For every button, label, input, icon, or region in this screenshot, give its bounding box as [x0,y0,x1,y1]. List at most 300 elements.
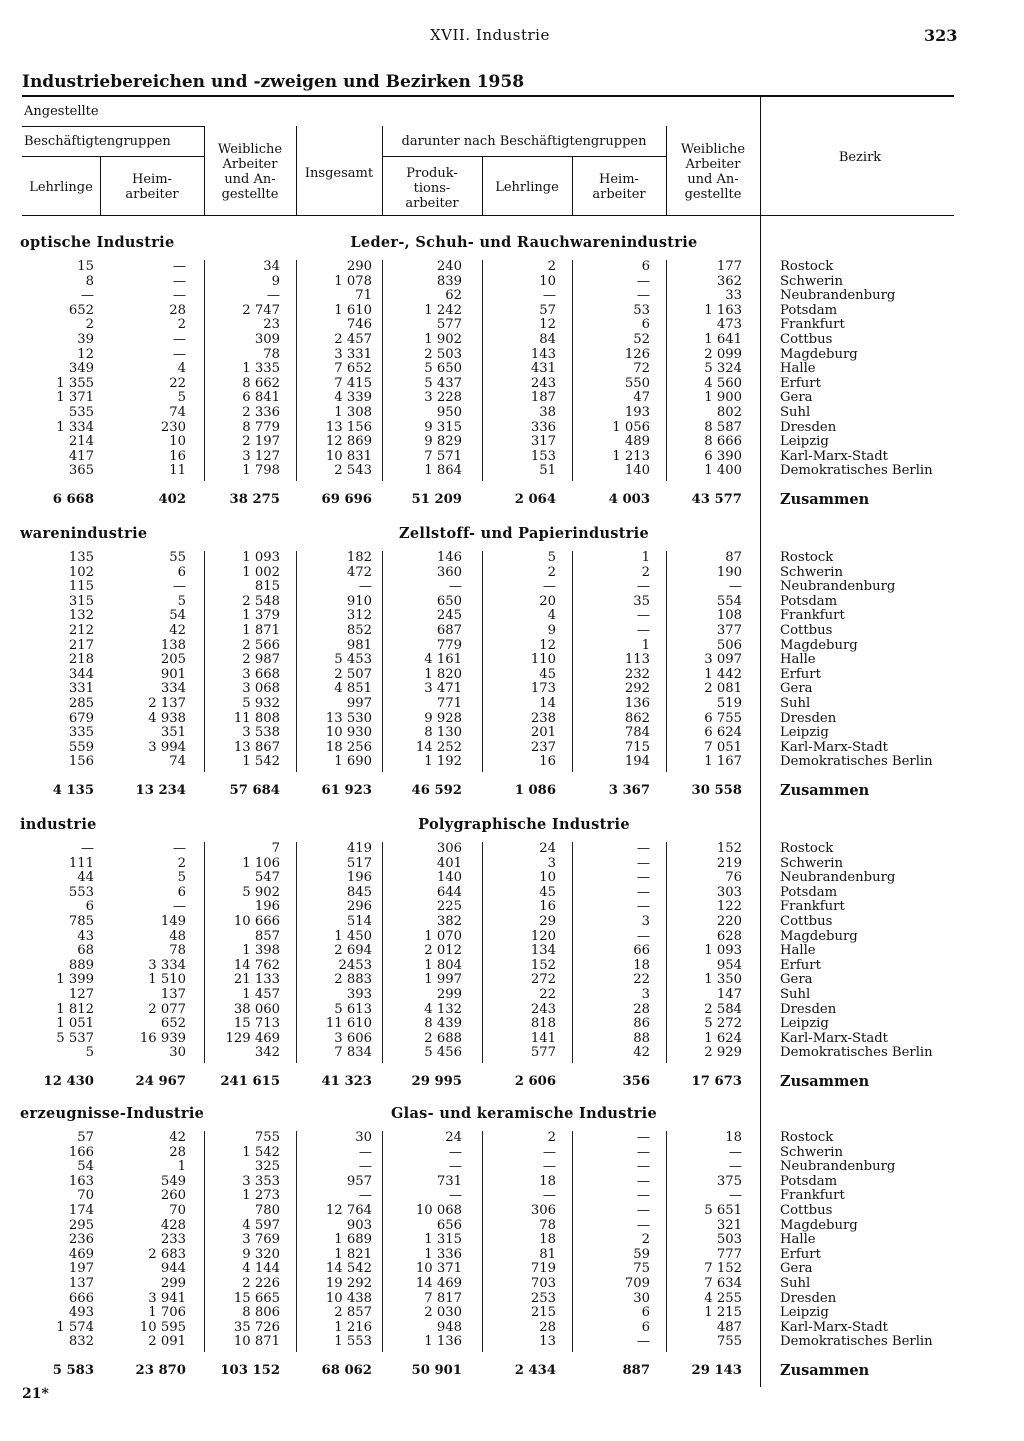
table-row [0,1046,1024,1061]
table-cell: 1 355 [56,375,94,391]
bezirk-name: Dresden [780,710,837,726]
table-cell: — [172,841,186,856]
table-row [0,289,1024,304]
bezirk-name: Karl-Marx-Stadt [780,739,888,755]
table-cell: 4 597 [242,1217,280,1233]
table-cell: 11 610 [325,1016,372,1032]
bezirk-name: Leipzig [780,1016,829,1032]
table-cell: 845 [346,884,372,900]
total-label: Zusammen [780,1362,870,1379]
total-cell: 51 209 [411,492,462,507]
table-cell: 428 [160,1217,186,1233]
table-row [0,333,1024,348]
table-cell: 5 650 [424,361,462,377]
table-cell: 944 [160,1261,186,1277]
bezirk-name: Frankfurt [780,317,845,333]
total-cell: 43 577 [691,492,742,507]
table-cell: 30 [633,1290,650,1306]
table-cell: 1 070 [424,928,462,944]
table-cell: 272 [530,972,556,988]
total-cell: 50 901 [411,1363,462,1378]
table-cell: 38 [539,405,556,420]
table-cell: 88 [633,1030,650,1046]
table-cell: 535 [68,405,94,420]
bezirk-name: Erfurt [780,666,821,682]
table-cell: 4 255 [704,1290,742,1306]
table-cell: 577 [436,317,462,333]
table-cell: 780 [254,1203,280,1218]
table-cell: 14 542 [325,1261,372,1277]
table-cell: 18 [539,1232,556,1248]
table-cell: 6 755 [704,710,742,726]
table-cell: 10 831 [325,448,372,464]
table-cell: 903 [346,1217,372,1233]
table-row [0,930,1024,945]
table-cell: 8 130 [424,725,462,741]
table-cell: 5 932 [242,696,280,711]
table-cell: 6 [641,317,650,333]
table-row [0,318,1024,333]
table-cell: 5 [547,550,556,565]
table-cell: 243 [530,1001,556,1017]
table-cell: 2 [641,1232,650,1248]
table-cell: — [172,288,186,304]
table-cell: 115 [68,579,94,595]
table-row [0,391,1024,406]
table-cell: 6 [641,1305,650,1321]
table-cell: 62 [445,288,462,304]
table-row [0,900,1024,915]
table-cell: 86 [633,1016,650,1032]
table-row [0,551,1024,566]
table-cell: 419 [346,841,372,856]
table-cell: 628 [716,928,742,944]
table-cell: 487 [716,1319,742,1335]
total-cell: 23 870 [135,1363,186,1378]
table-cell: 2 [85,317,94,333]
table-cell: 1 002 [242,564,280,580]
table-cell: 1 798 [242,463,280,479]
table-cell: 715 [624,739,650,755]
table-cell: 72 [633,361,650,377]
table-cell: 2 [547,259,556,274]
table-row [0,668,1024,683]
total-row [0,1364,1024,1379]
table-cell: 2 099 [704,346,742,362]
table-cell: 2 137 [148,696,186,711]
table-cell: — [172,259,186,274]
total-row [0,493,1024,508]
table-cell: 4 [177,361,186,377]
table-cell: 1 510 [148,972,186,988]
table-cell: — [358,1188,372,1204]
total-label: Zusammen [780,1073,870,1090]
section-right-title: Glas- und keramische Industrie [391,1105,657,1122]
table-cell: 18 [539,1173,556,1189]
table-cell: — [636,855,650,871]
section-left-title: optische Industrie [20,234,175,251]
table-row [0,1146,1024,1161]
table-cell: — [636,841,650,856]
table-cell: 336 [530,419,556,435]
table-cell: 2 [177,317,186,333]
table-cell: 857 [254,928,280,944]
table-cell: 66 [633,943,650,959]
bezirk-name: Rostock [780,841,834,856]
table-cell: 21 133 [233,972,280,988]
table-row [0,421,1024,436]
table-cell: 140 [436,870,462,886]
table-cell: — [80,288,94,304]
table-cell: 138 [160,637,186,653]
table-cell: — [636,623,650,638]
header-top-rule [22,95,954,97]
table-cell: 149 [160,914,186,929]
table-cell: 42 [169,1130,186,1145]
table-row [0,624,1024,639]
table-row [0,464,1024,479]
table-cell: 8 587 [704,419,742,435]
bezirk-name: Erfurt [780,1246,821,1262]
table-cell: 10 068 [415,1203,462,1218]
table-row [0,1189,1024,1204]
table-row [0,1131,1024,1146]
table-cell: 12 869 [325,434,372,450]
table-cell: 4 938 [148,710,186,726]
table-cell: 3 994 [148,739,186,755]
total-row [0,1075,1024,1090]
table-cell: 10 930 [325,725,372,741]
table-cell: 230 [160,419,186,435]
table-cell: 102 [68,564,94,580]
table-cell: 18 [725,1130,742,1145]
bezirk-name: Karl-Marx-Stadt [780,448,888,464]
table-cell: 1 379 [242,608,280,624]
header-rule-groups-right [382,156,666,157]
table-cell: 10 [539,273,556,289]
bezirk-name: Karl-Marx-Stadt [780,1030,888,1046]
table-cell: 1 812 [56,1001,94,1017]
table-cell: 2 507 [334,666,372,682]
table-cell: 12 764 [325,1203,372,1218]
table-cell: 30 [355,1130,372,1145]
table-cell: 12 [539,317,556,333]
table-cell: 2 503 [424,346,462,362]
table-cell: 1 093 [704,943,742,959]
table-cell: 108 [716,608,742,624]
table-cell: 295 [68,1217,94,1233]
table-row [0,857,1024,872]
table-cell: 16 [169,448,186,464]
table-cell: 43 [77,928,94,944]
table-cell: 997 [346,696,372,711]
table-cell: 1 900 [704,390,742,406]
table-cell: — [448,579,462,595]
table-row [0,580,1024,595]
table-cell: 577 [530,1045,556,1061]
table-cell: 1 689 [334,1232,372,1248]
table-cell: — [728,1144,742,1160]
table-cell: 15 665 [233,1290,280,1306]
table-row [0,1017,1024,1032]
table-cell: 236 [68,1232,94,1248]
header-angestellte: Angestellte [24,104,99,119]
total-cell: 30 558 [691,783,742,798]
table-cell: 1 553 [334,1334,372,1350]
table-row [0,712,1024,727]
table-cell: 7 415 [334,375,372,391]
table-cell: 135 [68,550,94,565]
table-cell: 12 [539,637,556,653]
table-cell: 78 [169,943,186,959]
table-cell: 2 [547,564,556,580]
table-cell: 143 [530,346,556,362]
table-cell: 1 574 [56,1319,94,1335]
table-cell: 9 [271,273,280,289]
total-cell: 4 135 [52,783,94,798]
table-cell: 68 [77,943,94,959]
table-cell: 3 228 [424,390,462,406]
table-cell: 11 808 [233,710,280,726]
table-cell: 18 [633,957,650,973]
total-cell: 2 064 [514,492,556,507]
bezirk-name: Rostock [780,259,834,274]
table-cell: 2 694 [334,943,372,959]
table-cell: 245 [436,608,462,624]
table-cell: 16 939 [139,1030,186,1046]
table-row [0,697,1024,712]
table-cell: — [636,288,650,304]
table-cell: 3 127 [242,448,280,464]
bezirk-name: Dresden [780,419,837,435]
table-cell: 5 456 [424,1045,462,1061]
table-cell: 802 [716,405,742,420]
table-cell: — [636,1144,650,1160]
table-cell: 2 077 [148,1001,186,1017]
table-cell: 14 [539,696,556,711]
table-cell: 47 [633,390,650,406]
total-cell: 887 [622,1363,650,1378]
bezirk-name: Demokratisches Berlin [780,463,933,479]
table-cell: — [448,1188,462,1204]
bezirk-name: Suhl [780,987,811,1002]
table-cell: — [636,273,650,289]
table-cell: 709 [624,1276,650,1291]
bezirk-name: Neubrandenburg [780,579,896,595]
table-cell: — [80,841,94,856]
table-cell: 3 068 [242,681,280,697]
table-row [0,406,1024,421]
table-cell: 6 [177,884,186,900]
table-cell: — [172,332,186,347]
table-cell: 4 161 [424,652,462,668]
table-cell: 1 242 [424,302,462,318]
table-cell: 2 030 [424,1305,462,1321]
table-cell: 784 [624,725,650,741]
table-cell: 2 457 [334,332,372,347]
table-cell: 1 690 [334,754,372,770]
table-cell: 9 315 [424,419,462,435]
table-cell: 215 [530,1305,556,1321]
table-cell: 10 871 [233,1334,280,1350]
table-cell: 1 273 [242,1188,280,1204]
table-cell: 957 [346,1173,372,1189]
table-cell: 2453 [338,957,372,973]
table-cell: 243 [530,375,556,391]
table-cell: 57 [77,1130,94,1145]
table-cell: — [172,579,186,595]
table-cell: 9 829 [424,434,462,450]
table-cell: 8 779 [242,419,280,435]
total-cell: 1 086 [514,783,556,798]
table-cell: 51 [539,463,556,479]
table-cell: 238 [530,710,556,726]
table-cell: 54 [169,608,186,624]
table-cell: 1 [641,550,650,565]
total-cell: 17 673 [691,1074,742,1089]
table-cell: 1 400 [704,463,742,479]
table-cell: 3 097 [704,652,742,668]
table-cell: 2 543 [334,463,372,479]
table-cell: 5 651 [704,1203,742,1218]
table-cell: 225 [436,899,462,915]
table-cell: 472 [346,564,372,580]
footnote-mark: 21* [22,1386,49,1402]
table-cell: 8 666 [704,434,742,450]
table-cell: — [542,1144,556,1160]
table-cell: 19 292 [325,1276,372,1291]
table-cell: — [636,928,650,944]
bezirk-name: Rostock [780,1130,834,1145]
table-cell: 166 [68,1144,94,1160]
table-cell: 4 144 [242,1261,280,1277]
table-row [0,1292,1024,1307]
table-cell: 948 [436,1319,462,1335]
table-cell: 852 [346,623,372,638]
table-cell: 777 [716,1246,742,1262]
table-cell: 194 [624,754,650,770]
table-cell: 141 [530,1030,556,1046]
table-cell: 469 [68,1246,94,1262]
bezirk-name: Dresden [780,1290,837,1306]
table-cell: 3 941 [148,1290,186,1306]
total-cell: 24 967 [135,1074,186,1089]
table-cell: 1 336 [424,1246,462,1262]
total-cell: 5 583 [52,1363,94,1378]
table-cell: — [172,899,186,915]
total-cell: 69 696 [321,492,372,507]
table-cell: 771 [436,696,462,711]
table-cell: 74 [169,405,186,420]
table-cell: 7 152 [704,1261,742,1277]
table-cell: 18 256 [325,739,372,755]
total-cell: 41 323 [321,1074,372,1089]
table-cell: 755 [716,1334,742,1350]
table-cell: 331 [68,681,94,697]
table-cell: 312 [346,608,372,624]
table-cell: 53 [633,302,650,318]
header-produktionsarbeiter: Produk- tions- arbeiter [405,166,459,211]
table-cell: 122 [716,899,742,915]
table-cell: 134 [530,943,556,959]
table-cell: 6 [177,564,186,580]
bezirk-name: Erfurt [780,957,821,973]
table-cell: 174 [68,1203,94,1218]
table-cell: 2 987 [242,652,280,668]
table-cell: 1 078 [334,273,372,289]
table-cell: 129 469 [225,1030,280,1046]
table-cell: 44 [77,870,94,886]
table-cell: 76 [725,870,742,886]
table-cell: 6 [641,259,650,274]
table-cell: 7 [271,841,280,856]
table-cell: 13 156 [325,419,372,435]
table-cell: 5 [85,1045,94,1061]
table-cell: 7 817 [424,1290,462,1306]
table-cell: 163 [68,1173,94,1189]
table-cell: 2 091 [148,1334,186,1350]
table-cell: 220 [716,914,742,929]
header-lehrlinge: Lehrlinge [29,180,93,195]
table-cell: 201 [530,725,556,741]
bezirk-name: Magdeburg [780,346,858,362]
bezirk-name: Demokratisches Berlin [780,754,933,770]
table-cell: 519 [716,696,742,711]
table-cell: 232 [624,666,650,682]
table-cell: 417 [68,448,94,464]
bezirk-name: Leipzig [780,434,829,450]
table-cell: 785 [68,914,94,929]
table-cell: 1 398 [242,943,280,959]
table-cell: 7 834 [334,1045,372,1061]
table-cell: 212 [68,623,94,638]
table-cell: 1 450 [334,928,372,944]
table-cell: 59 [633,1246,650,1262]
table-cell: 656 [436,1217,462,1233]
bezirk-name: Schwerin [780,1144,844,1160]
table-cell: 901 [160,666,186,682]
bezirk-name: Dresden [780,1001,837,1017]
total-cell: 46 592 [411,783,462,798]
table-cell: 3 471 [424,681,462,697]
table-cell: 217 [68,637,94,653]
table-cell: 3 [547,855,556,871]
table-cell: 1 056 [612,419,650,435]
table-cell: 30 [169,1045,186,1061]
table-cell: 57 [539,302,556,318]
total-cell: 6 668 [52,492,94,507]
table-cell: 8 [85,273,94,289]
table-cell: 549 [160,1173,186,1189]
table-cell: — [636,1173,650,1189]
bezirk-name: Suhl [780,696,811,711]
table-cell: — [636,579,650,595]
table-cell: 9 928 [424,710,462,726]
table-cell: 1 334 [56,419,94,435]
table-row [0,1262,1024,1277]
table-cell: — [636,608,650,624]
table-cell: 1 308 [334,405,372,420]
bezirk-name: Halle [780,1232,816,1248]
table-cell: 5 902 [242,884,280,900]
table-cell: 2 197 [242,434,280,450]
table-cell: 3 538 [242,725,280,741]
table-cell: 126 [624,346,650,362]
bezirk-name: Potsdam [780,593,838,609]
bezirk-name: Demokratisches Berlin [780,1045,933,1061]
table-row [0,871,1024,886]
table-cell: 6 624 [704,725,742,741]
